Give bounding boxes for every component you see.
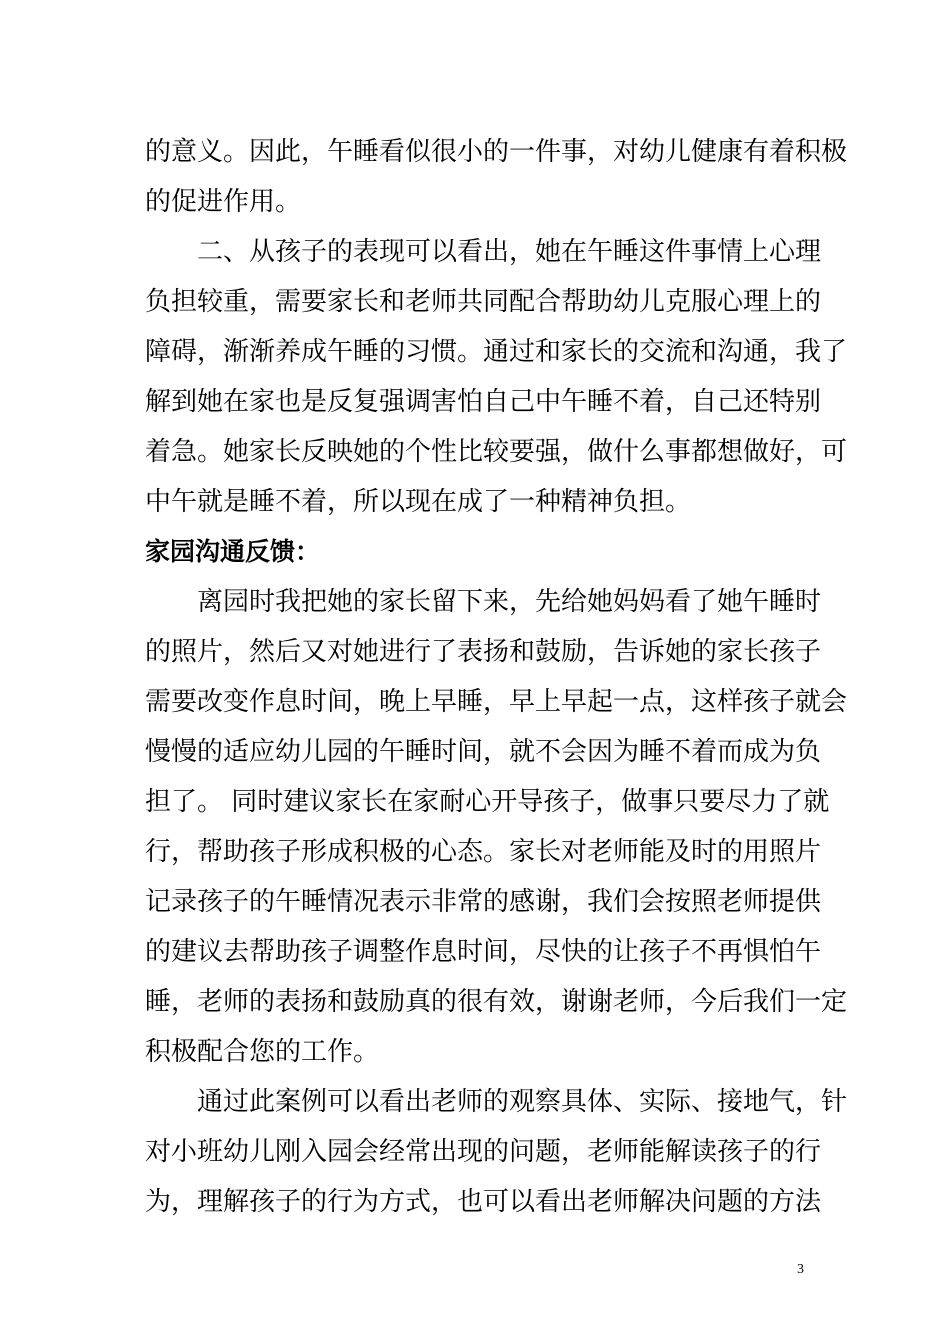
paragraph-line: 的建议去帮助孩子调整作息时间，尽快的让孩子不再惧怕午 [145, 937, 822, 967]
paragraph-line: 积极配合您的工作。 [145, 1037, 380, 1067]
paragraph-line: 行，帮助孩子形成积极的心态。家长对老师能及时的用照片 [145, 837, 822, 867]
paragraph-line: 的意义。因此，午睡看似很小的一件事，对幼儿健康有着积极 [145, 137, 848, 167]
paragraph-line: 慢慢的适应幼儿园的午睡时间，就不会因为睡不着而成为负 [145, 737, 822, 767]
paragraph-line: 通过此案例可以看出老师的观察具体、实际、接地气，针 [197, 1087, 848, 1117]
paragraph-line: 障碍，渐渐养成午睡的习惯。通过和家长的交流和沟通，我了 [145, 337, 848, 367]
paragraph-line: 负担较重，需要家长和老师共同配合帮助幼儿克服心理上的 [145, 287, 822, 317]
paragraph-line: 的促进作用。 [145, 187, 302, 217]
paragraph-line: 二、从孩子的表现可以看出，她在午睡这件事情上心理 [197, 237, 822, 267]
paragraph-line: 记录孩子的午睡情况表示非常的感谢，我们会按照老师提供 [145, 887, 822, 917]
paragraph-line: 离园时我把她的家长留下来，先给她妈妈看了她午睡时 [197, 587, 822, 617]
paragraph-line: 中午就是睡不着，所以现在成了一种精神负担。 [145, 487, 692, 517]
paragraph-line: 睡，老师的表扬和鼓励真的很有效，谢谢老师，今后我们一定 [145, 987, 848, 1017]
paragraph-line: 对小班幼儿刚入园会经常出现的问题，老师能解读孩子的行 [145, 1137, 822, 1167]
paragraph-line: 着急。她家长反映她的个性比较要强，做什么事都想做好，可 [145, 437, 848, 467]
paragraph-line: 的照片，然后又对她进行了表扬和鼓励，告诉她的家长孩子 [145, 637, 822, 667]
body-text [145, 127, 848, 1227]
page-number: 3 [797, 1262, 804, 1277]
section-heading: 家园沟通反馈： [145, 537, 321, 566]
paragraph-line: 担了。 同时建议家长在家耐心开导孩子，做事只要尽力了就 [145, 787, 830, 817]
paragraph-line: 为，理解孩子的行为方式，也可以看出老师解决问题的方法 [145, 1187, 822, 1217]
paragraph-line: 解到她在家也是反复强调害怕自己中午睡不着，自己还特别 [145, 387, 822, 417]
paragraph-line: 需要改变作息时间，晚上早睡，早上早起一点，这样孩子就会 [145, 687, 848, 717]
